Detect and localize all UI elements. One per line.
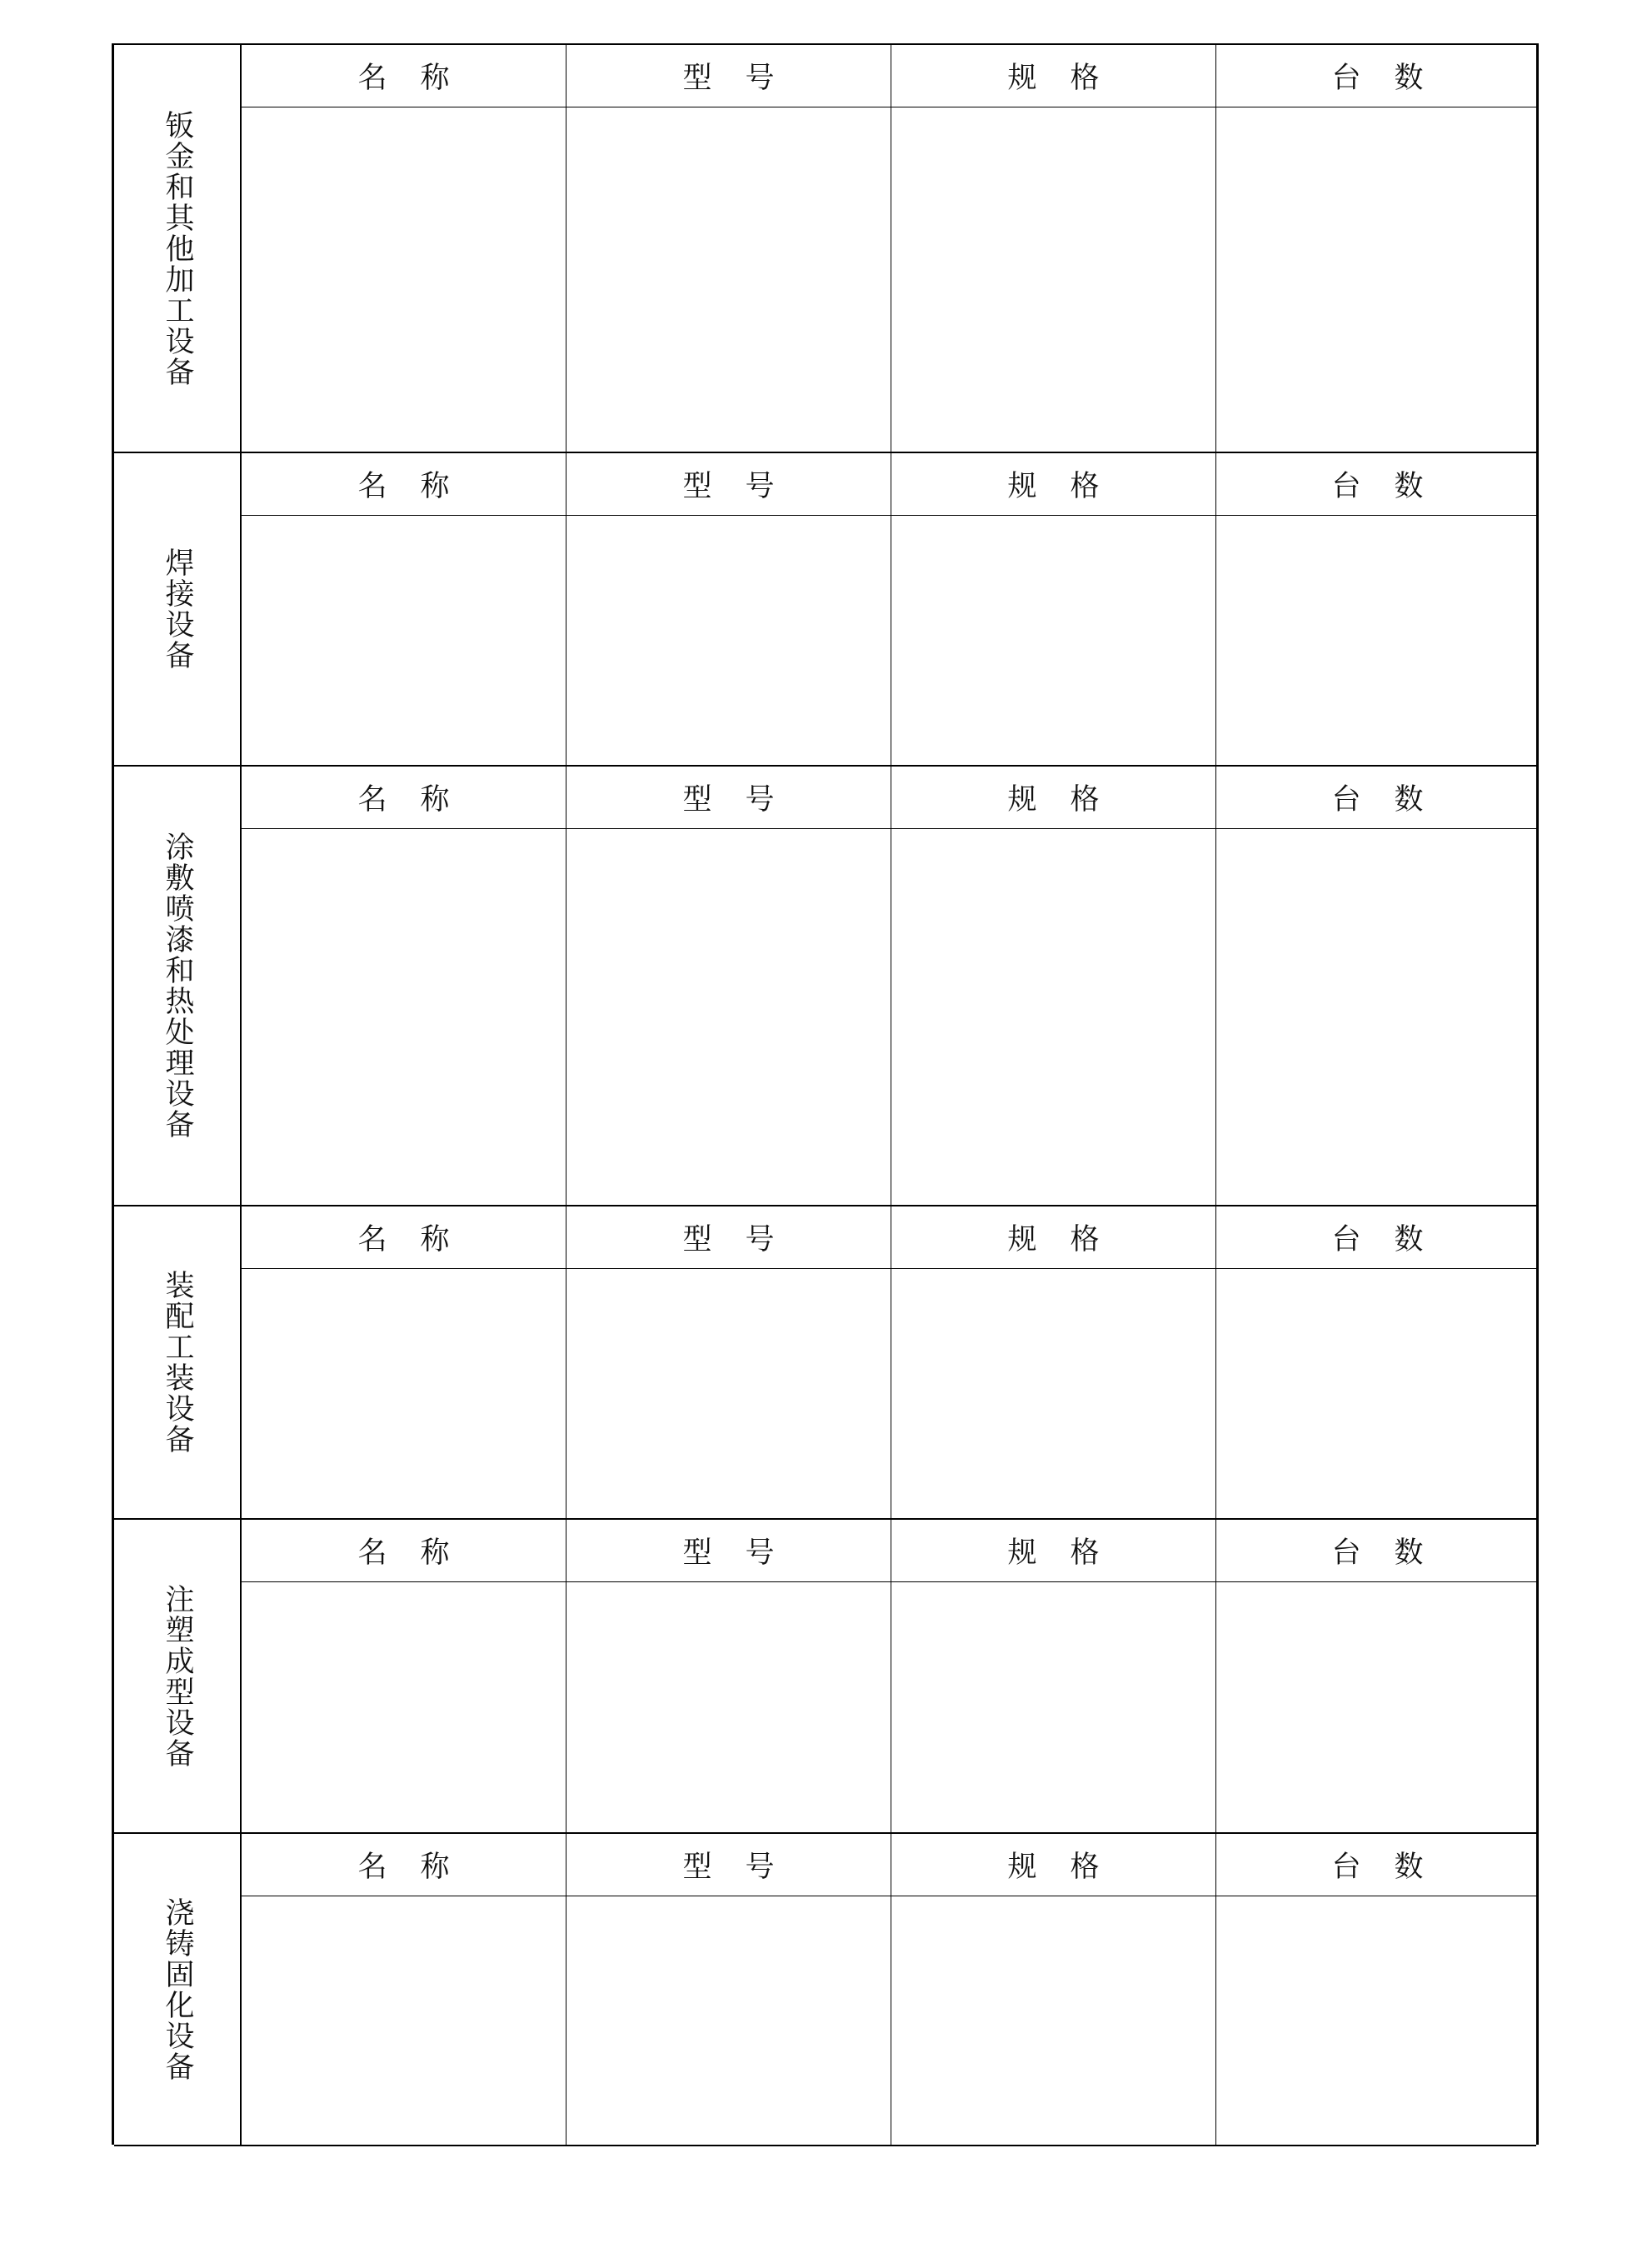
cell-model[interactable] bbox=[566, 1269, 891, 1518]
section-coating-painting bbox=[114, 767, 1536, 1206]
section-label: 注塑成型设备 bbox=[161, 1583, 194, 1769]
column-spec bbox=[891, 767, 1216, 1205]
column-spec bbox=[891, 453, 1216, 765]
column-header-quantity: 台数 bbox=[1216, 767, 1539, 829]
section-label-cell bbox=[114, 1520, 242, 1832]
section-table bbox=[242, 453, 1536, 765]
column-quantity bbox=[1216, 767, 1539, 1205]
section-label-cell bbox=[114, 767, 242, 1205]
column-name bbox=[242, 1520, 566, 1832]
column-header-quantity: 台数 bbox=[1216, 1206, 1539, 1269]
cell-spec[interactable] bbox=[891, 1582, 1215, 1832]
column-header-name: 名称 bbox=[242, 1206, 566, 1269]
cell-quantity[interactable] bbox=[1216, 1582, 1539, 1832]
column-header-quantity: 台数 bbox=[1216, 1834, 1539, 1896]
column-header-quantity: 台数 bbox=[1216, 1520, 1539, 1582]
cell-model[interactable] bbox=[566, 516, 891, 765]
column-spec bbox=[891, 1520, 1216, 1832]
column-header-spec: 规格 bbox=[891, 767, 1215, 829]
section-injection-molding bbox=[114, 1520, 1536, 1834]
cell-name[interactable] bbox=[242, 516, 566, 765]
column-model bbox=[566, 767, 891, 1205]
cell-quantity[interactable] bbox=[1216, 516, 1539, 765]
section-table bbox=[242, 767, 1536, 1205]
cell-model[interactable] bbox=[566, 829, 891, 1205]
section-assembly-tooling bbox=[114, 1206, 1536, 1520]
section-label-cell bbox=[114, 1834, 242, 2145]
column-quantity bbox=[1216, 453, 1539, 765]
column-header-quantity: 台数 bbox=[1216, 45, 1539, 107]
section-table bbox=[242, 45, 1536, 452]
column-model bbox=[566, 1206, 891, 1518]
column-name bbox=[242, 453, 566, 765]
cell-spec[interactable] bbox=[891, 107, 1215, 452]
cell-quantity[interactable] bbox=[1216, 1896, 1539, 2145]
cell-model[interactable] bbox=[566, 1896, 891, 2145]
section-label: 装配工装设备 bbox=[161, 1270, 194, 1455]
column-header-model: 型号 bbox=[566, 1206, 891, 1269]
column-header-spec: 规格 bbox=[891, 1206, 1215, 1269]
cell-quantity[interactable] bbox=[1216, 1269, 1539, 1518]
section-table bbox=[242, 1834, 1536, 2145]
column-header-model: 型号 bbox=[566, 453, 891, 516]
cell-model[interactable] bbox=[566, 107, 891, 452]
column-header-name: 名称 bbox=[242, 767, 566, 829]
column-quantity bbox=[1216, 1206, 1539, 1518]
column-header-spec: 规格 bbox=[891, 1520, 1215, 1582]
section-label: 浇铸固化设备 bbox=[161, 1896, 194, 2082]
column-name bbox=[242, 1834, 566, 2145]
section-table bbox=[242, 1206, 1536, 1518]
column-quantity bbox=[1216, 1834, 1539, 2145]
cell-spec[interactable] bbox=[891, 1269, 1215, 1518]
column-model bbox=[566, 453, 891, 765]
cell-spec[interactable] bbox=[891, 516, 1215, 765]
cell-name[interactable] bbox=[242, 107, 566, 452]
column-name bbox=[242, 45, 566, 452]
equipment-form bbox=[112, 43, 1539, 2145]
section-label: 涂敷喷漆和热处理设备 bbox=[161, 832, 194, 1140]
column-header-model: 型号 bbox=[566, 45, 891, 107]
section-label-cell bbox=[114, 453, 242, 765]
column-header-spec: 规格 bbox=[891, 1834, 1215, 1896]
section-sheet-metal bbox=[114, 45, 1536, 453]
cell-name[interactable] bbox=[242, 1582, 566, 1832]
section-label-cell bbox=[114, 45, 242, 452]
cell-name[interactable] bbox=[242, 1269, 566, 1518]
cell-name[interactable] bbox=[242, 1896, 566, 2145]
column-header-quantity: 台数 bbox=[1216, 453, 1539, 516]
column-header-spec: 规格 bbox=[891, 453, 1215, 516]
column-model bbox=[566, 45, 891, 452]
column-quantity bbox=[1216, 45, 1539, 452]
column-spec bbox=[891, 1206, 1216, 1518]
column-name bbox=[242, 767, 566, 1205]
column-header-model: 型号 bbox=[566, 1834, 891, 1896]
column-header-spec: 规格 bbox=[891, 45, 1215, 107]
cell-spec[interactable] bbox=[891, 829, 1215, 1205]
section-label-cell bbox=[114, 1206, 242, 1518]
column-header-model: 型号 bbox=[566, 767, 891, 829]
column-header-name: 名称 bbox=[242, 45, 566, 107]
column-header-name: 名称 bbox=[242, 1834, 566, 1896]
cell-spec[interactable] bbox=[891, 1896, 1215, 2145]
column-header-model: 型号 bbox=[566, 1520, 891, 1582]
cell-name[interactable] bbox=[242, 829, 566, 1205]
column-name bbox=[242, 1206, 566, 1518]
column-model bbox=[566, 1834, 891, 2145]
cell-quantity[interactable] bbox=[1216, 829, 1539, 1205]
section-label: 焊接设备 bbox=[161, 547, 194, 671]
section-casting-curing bbox=[114, 1834, 1536, 2146]
column-header-name: 名称 bbox=[242, 453, 566, 516]
cell-quantity[interactable] bbox=[1216, 107, 1539, 452]
section-table bbox=[242, 1520, 1536, 1832]
column-quantity bbox=[1216, 1520, 1539, 1832]
column-model bbox=[566, 1520, 891, 1832]
section-label: 钣金和其他加工设备 bbox=[161, 109, 194, 387]
column-header-name: 名称 bbox=[242, 1520, 566, 1582]
column-spec bbox=[891, 1834, 1216, 2145]
cell-model[interactable] bbox=[566, 1582, 891, 1832]
section-welding bbox=[114, 453, 1536, 767]
column-spec bbox=[891, 45, 1216, 452]
